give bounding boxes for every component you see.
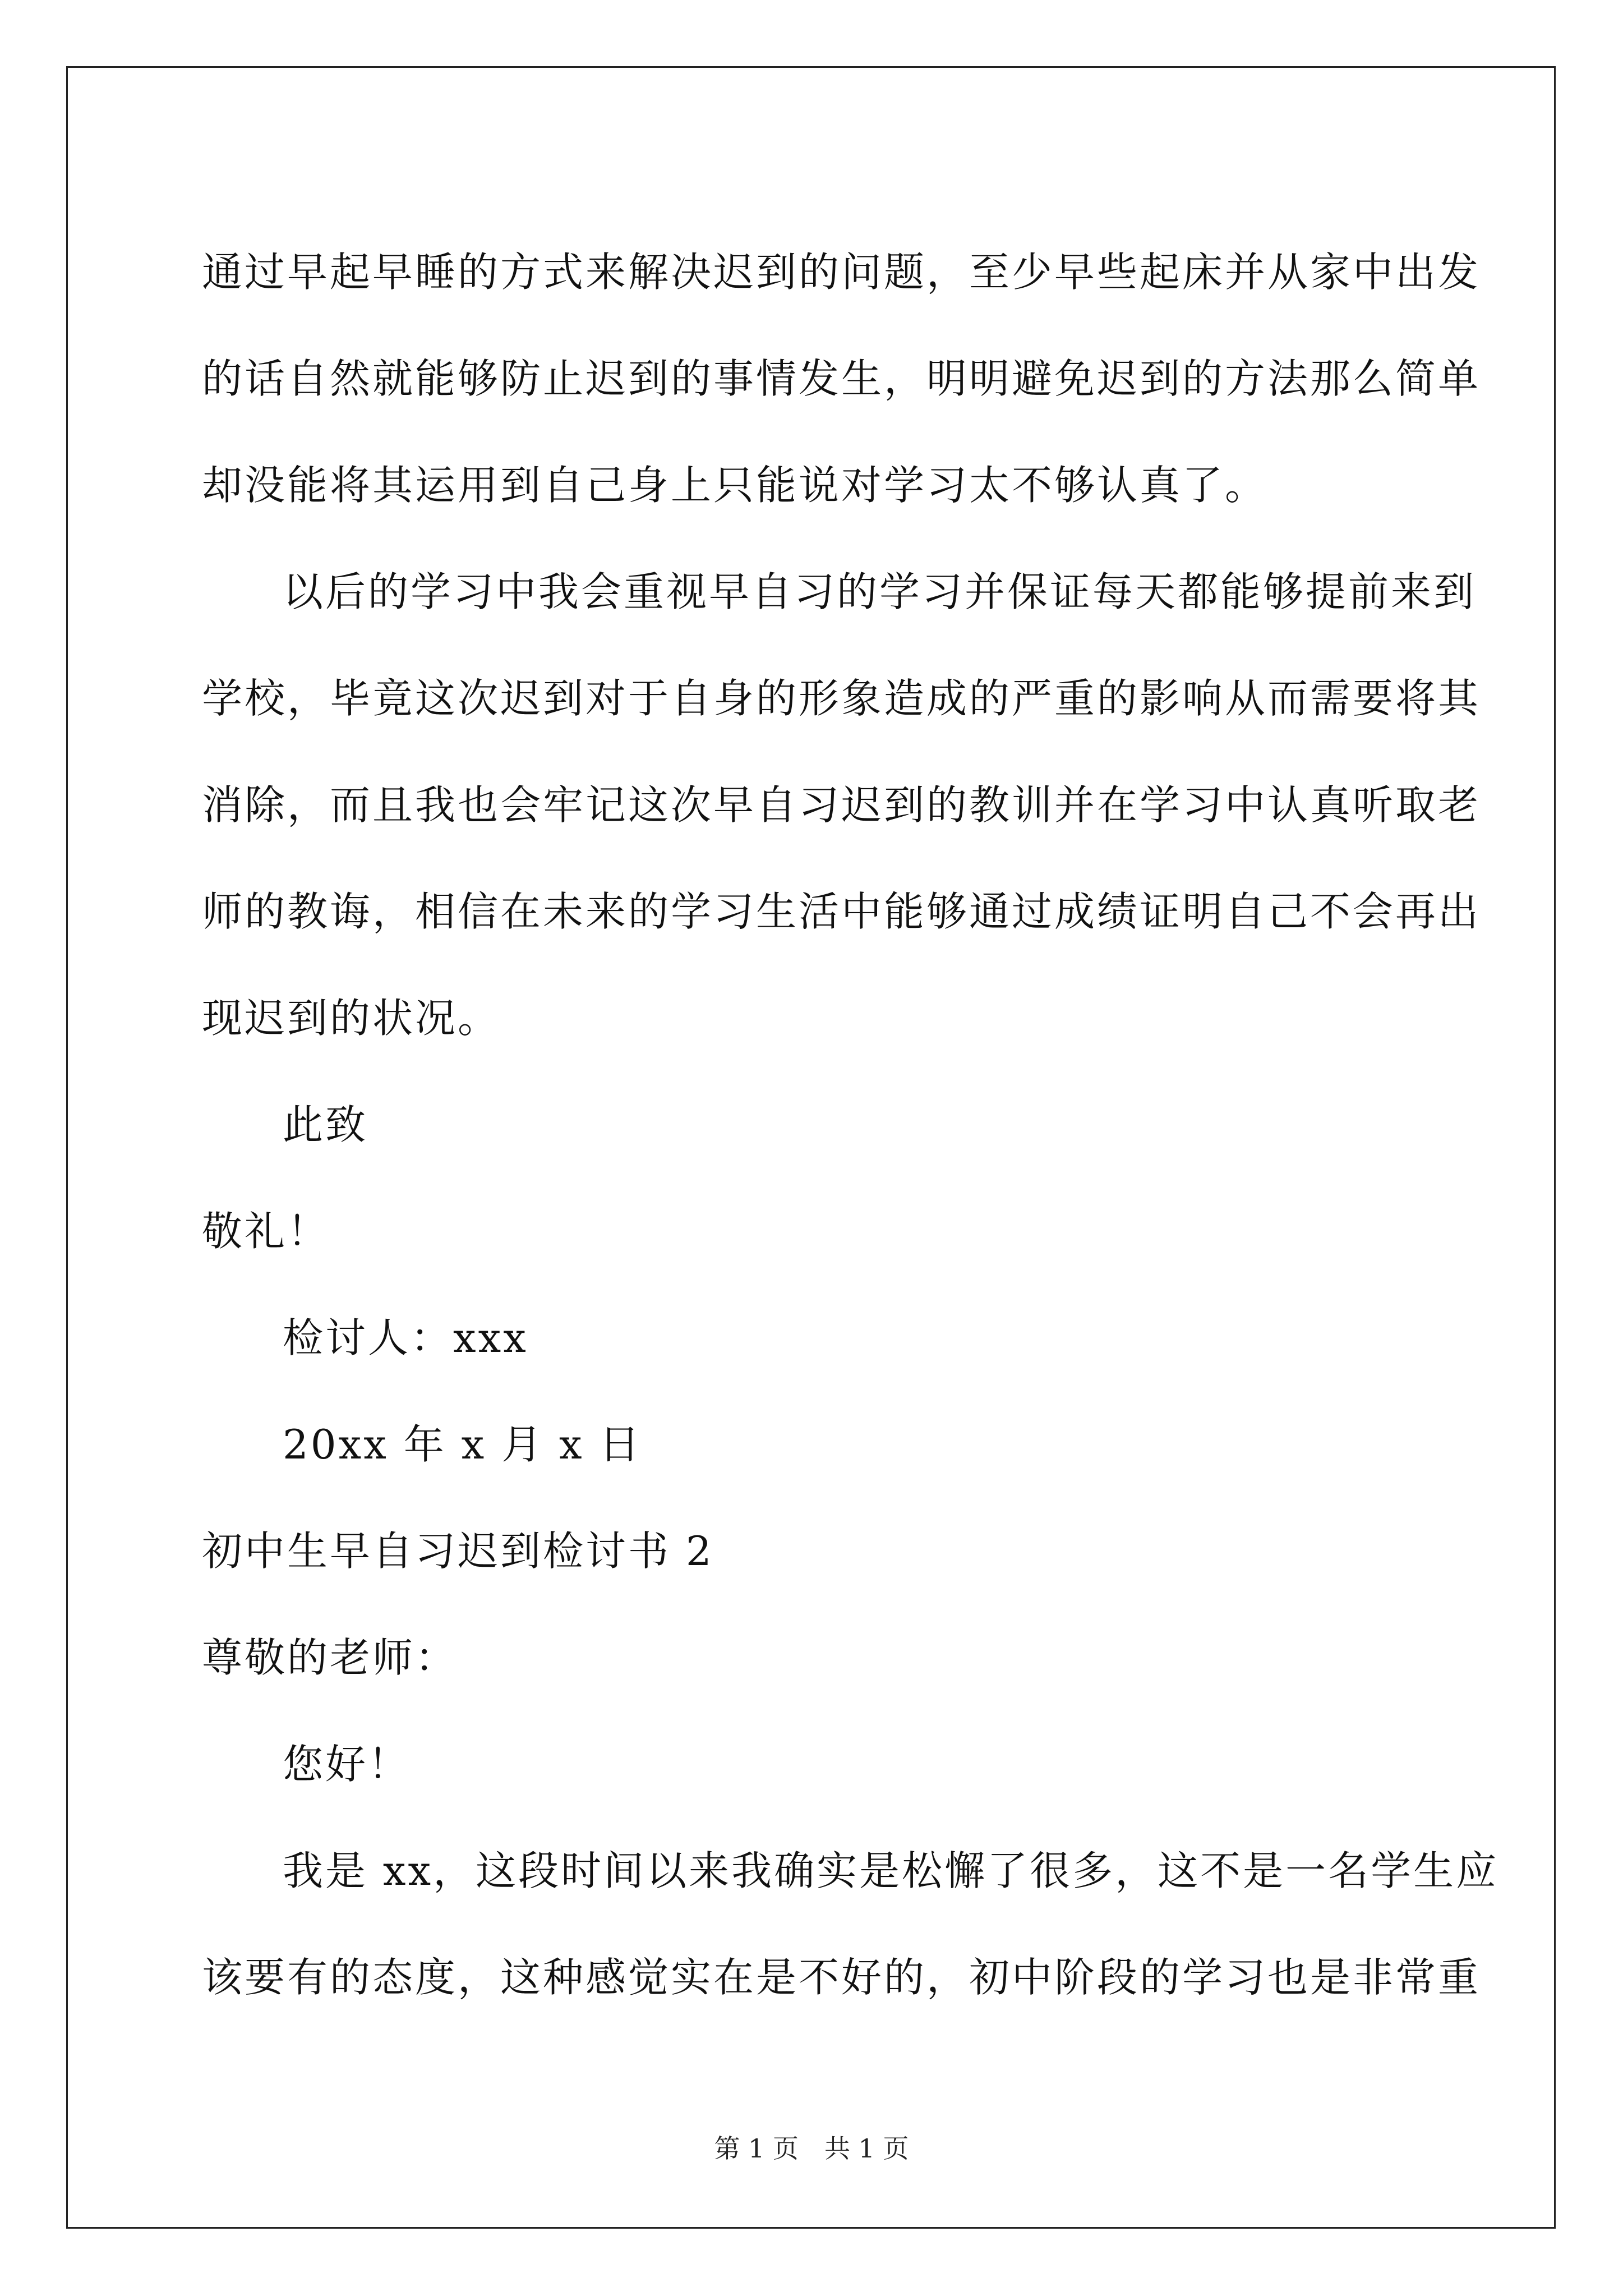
text-line-5: 学校，毕竟这次迟到对于自身的形象造成的严重的影响从而需要将其 <box>202 675 1481 722</box>
signature-name: 检讨人：xxx <box>283 1314 528 1361</box>
text-line-8: 现迟到的状况。 <box>202 995 501 1042</box>
closing-respect: 敬礼！ <box>202 1208 330 1255</box>
text-line-7: 师的教诲，相信在未来的学习生活中能够通过成绩证明自己不会再出 <box>202 888 1481 935</box>
text-line-1: 通过早起早睡的方式来解决迟到的问题，至少早些起床并从家中出发 <box>202 249 1481 296</box>
text-line-16: 我是 xx，这段时间以来我确实是松懈了很多，这不是一名学生应 <box>283 1847 1499 1894</box>
text-line-17: 该要有的态度，这种感觉实在是不好的，初中阶段的学习也是非常重 <box>202 1954 1481 2001</box>
text-line-2: 的话自然就能够防止迟到的事情发生，明明避免迟到的方法那么简单 <box>202 355 1481 402</box>
text-line-3: 却没能将其运用到自己身上只能说对学习太不够认真了。 <box>202 462 1268 509</box>
text-line-6: 消除，而且我也会牢记这次早自习迟到的教训并在学习中认真听取老 <box>202 781 1481 829</box>
signature-date: 20xx 年 x 月 x 日 <box>283 1421 642 1468</box>
text-line-4: 以后的学习中我会重视早自习的学习并保证每天都能够提前来到 <box>283 568 1477 615</box>
closing-salutation: 此致 <box>283 1101 368 1148</box>
greeting-recipient: 尊敬的老师： <box>202 1634 458 1681</box>
document-body <box>202 219 1499 2031</box>
section-title: 初中生早自习迟到检讨书 2 <box>202 1527 714 1575</box>
greeting-hello: 您好！ <box>283 1741 411 1788</box>
page-number-footer: 第 1 页 共 1 页 <box>714 2133 909 2164</box>
